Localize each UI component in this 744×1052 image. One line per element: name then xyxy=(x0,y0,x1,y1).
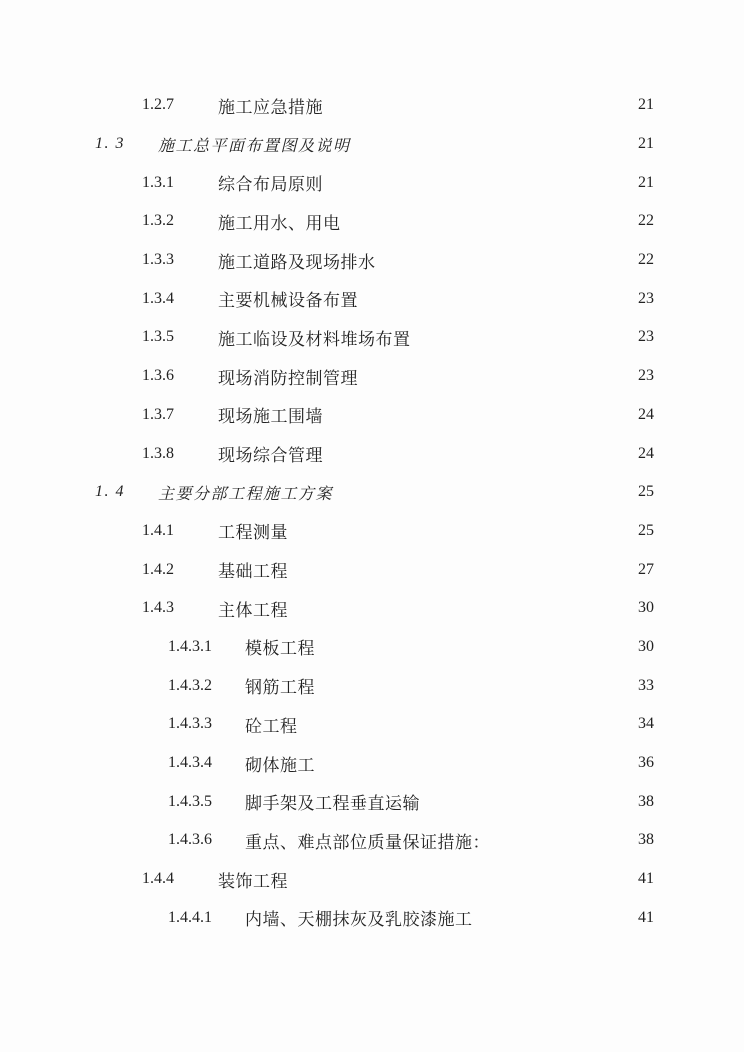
entry-title: 施工总平面布置图及说明 xyxy=(158,137,351,155)
toc-entry[interactable] xyxy=(0,318,744,357)
entry-page-number: 41 xyxy=(638,908,654,926)
entry-page-number: 30 xyxy=(638,599,654,617)
entry-number: 1.4.3.4 xyxy=(168,754,212,772)
entry-page-number: 21 xyxy=(638,135,654,153)
toc-entry[interactable] xyxy=(0,86,744,125)
toc-entry[interactable] xyxy=(0,898,744,937)
toc-entry[interactable] xyxy=(0,512,744,551)
entry-number: 1.4.3.1 xyxy=(168,637,212,655)
entry-number: 1.3.8 xyxy=(142,444,174,462)
entry-title: 施工应急措施 xyxy=(218,97,323,117)
toc-entry[interactable] xyxy=(0,744,744,783)
entry-title: 模板工程 xyxy=(245,639,315,659)
entry-title: 综合布局原则 xyxy=(218,175,323,195)
entry-title: 主体工程 xyxy=(218,600,288,620)
entry-number: 1.3.6 xyxy=(142,367,174,385)
entry-number: 1.3.5 xyxy=(142,328,174,346)
toc-entry[interactable] xyxy=(0,396,744,435)
toc-entry[interactable] xyxy=(0,782,744,821)
entry-title: 现场消防控制管理 xyxy=(218,368,358,388)
toc-entry[interactable] xyxy=(0,357,744,396)
toc-entry[interactable] xyxy=(0,589,744,628)
entry-number: 1.3.7 xyxy=(142,405,174,423)
entry-title: 内墙、天棚抹灰及乳胶漆施工 xyxy=(245,910,473,930)
entry-number: 1. 3 xyxy=(95,135,125,153)
entry-page-number: 23 xyxy=(638,289,654,307)
toc-entry[interactable] xyxy=(0,821,744,860)
entry-page-number: 34 xyxy=(638,715,654,733)
entry-page-number: 22 xyxy=(638,212,654,230)
entry-page-number: 21 xyxy=(638,96,654,114)
entry-title: 砌体施工 xyxy=(245,755,315,775)
entry-number: 1.4.3.2 xyxy=(168,676,212,694)
toc-entry[interactable] xyxy=(0,550,744,589)
entry-title: 现场综合管理 xyxy=(218,446,323,466)
toc-entry[interactable] xyxy=(0,860,744,899)
toc-entry[interactable] xyxy=(0,628,744,667)
entry-page-number: 23 xyxy=(638,328,654,346)
toc-entry[interactable] xyxy=(0,279,744,318)
entry-number: 1.4.3 xyxy=(142,599,174,617)
entry-number: 1.3.1 xyxy=(142,173,174,191)
entry-title: 装饰工程 xyxy=(218,871,288,891)
toc-entry[interactable] xyxy=(0,705,744,744)
entry-number: 1.3.2 xyxy=(142,212,174,230)
entry-title: 施工道路及现场排水 xyxy=(218,252,376,272)
entry-page-number: 38 xyxy=(638,831,654,849)
entry-title: 钢筋工程 xyxy=(245,678,315,698)
entry-number: 1.4.3.6 xyxy=(168,831,212,849)
entry-title: 砼工程 xyxy=(245,716,298,736)
toc-entry[interactable] xyxy=(0,473,744,512)
entry-number: 1.4.2 xyxy=(142,560,174,578)
entry-number: 1.4.1 xyxy=(142,521,174,539)
entry-title: 现场施工围墙 xyxy=(218,407,323,427)
entry-title: 主要分部工程施工方案 xyxy=(158,485,334,503)
entry-number: 1.4.3.5 xyxy=(168,792,212,810)
entry-number: 1. 4 xyxy=(95,483,125,501)
entry-page-number: 36 xyxy=(638,754,654,772)
toc-entry[interactable] xyxy=(0,202,744,241)
table-of-contents xyxy=(0,86,744,937)
entry-number: 1.3.3 xyxy=(142,251,174,269)
entry-number: 1.4.3.3 xyxy=(168,715,212,733)
entry-title: 施工用水、用电 xyxy=(218,213,341,233)
toc-entry[interactable] xyxy=(0,434,744,473)
toc-entry[interactable] xyxy=(0,125,744,164)
entry-number: 1.3.4 xyxy=(142,289,174,307)
entry-title: 工程测量 xyxy=(218,523,288,543)
entry-page-number: 33 xyxy=(638,676,654,694)
entry-page-number: 41 xyxy=(638,870,654,888)
entry-title: 主要机械设备布置 xyxy=(218,291,358,311)
entry-page-number: 24 xyxy=(638,444,654,462)
entry-page-number: 21 xyxy=(638,173,654,191)
toc-entry[interactable] xyxy=(0,241,744,280)
entry-number: 1.2.7 xyxy=(142,96,174,114)
entry-page-number: 30 xyxy=(638,637,654,655)
toc-entry[interactable] xyxy=(0,666,744,705)
entry-page-number: 38 xyxy=(638,792,654,810)
entry-title: 施工临设及材料堆场布置 xyxy=(218,329,411,349)
toc-entry[interactable] xyxy=(0,163,744,202)
entry-page-number: 22 xyxy=(638,251,654,269)
entry-number: 1.4.4.1 xyxy=(168,908,212,926)
entry-page-number: 24 xyxy=(638,405,654,423)
entry-title: 重点、难点部位质量保证措施： xyxy=(245,832,490,852)
entry-number: 1.4.4 xyxy=(142,870,174,888)
entry-page-number: 23 xyxy=(638,367,654,385)
entry-page-number: 25 xyxy=(638,521,654,539)
entry-page-number: 27 xyxy=(638,560,654,578)
entry-title: 基础工程 xyxy=(218,562,288,582)
entry-title: 脚手架及工程垂直运输 xyxy=(245,794,420,814)
entry-page-number: 25 xyxy=(638,483,654,501)
